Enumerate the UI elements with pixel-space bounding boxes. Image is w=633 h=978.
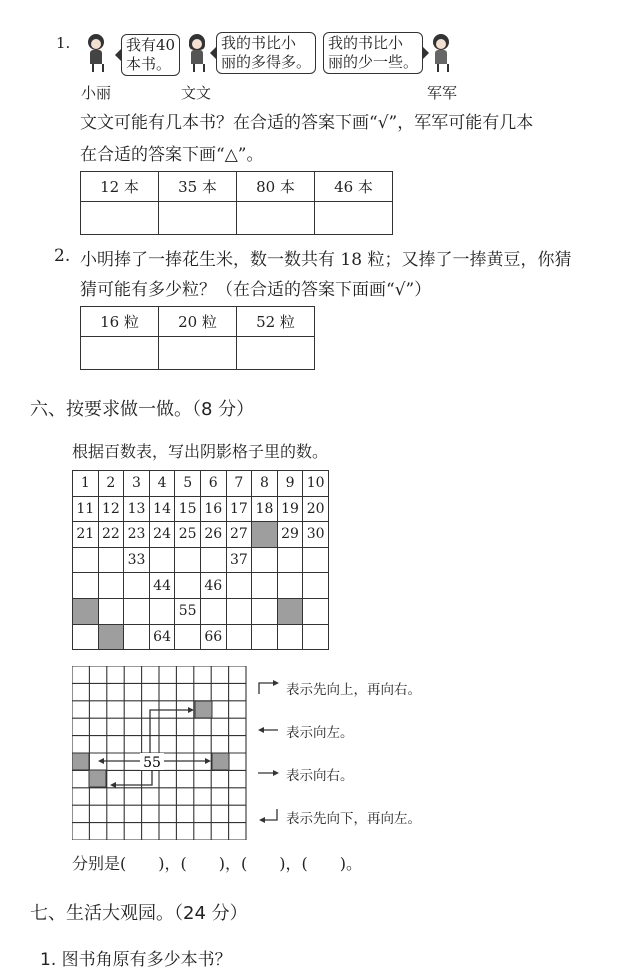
grid-cell: 2 <box>98 471 124 497</box>
grid-cell <box>252 624 278 650</box>
wenwen-figure <box>186 34 208 72</box>
junjun-figure <box>430 34 452 72</box>
q2-answer-cell[interactable] <box>81 337 159 370</box>
section7-q1: 1. 图书角原有多少本书？ <box>40 950 232 970</box>
q1-option: 46 本 <box>315 172 393 202</box>
shaded-cell <box>252 522 278 548</box>
grid-cell: 26 <box>200 522 226 548</box>
grid-cell: 3 <box>124 471 150 497</box>
q2-option: 16 粒 <box>81 307 159 337</box>
grid-cell: 4 <box>149 471 175 497</box>
shaded-cell <box>98 624 124 650</box>
grid-cell: 44 <box>149 573 175 599</box>
grid-cell <box>226 598 252 624</box>
grid-cell <box>303 598 329 624</box>
grid-cell: 16 <box>200 496 226 522</box>
grid-cell <box>277 573 303 599</box>
grid-cell: 29 <box>277 522 303 548</box>
grid-cell <box>124 598 150 624</box>
arrow-up-right <box>150 710 192 753</box>
q1-option: 12 本 <box>81 172 159 202</box>
grid-cell: 13 <box>124 496 150 522</box>
section7-title: 七、生活大观园。（24 分） <box>30 903 248 924</box>
q1-option: 35 本 <box>159 172 237 202</box>
arrow-up-right-icon <box>256 678 282 696</box>
grid-cell <box>73 573 99 599</box>
grid-cell <box>277 624 303 650</box>
wenwen-name: 文文 <box>181 84 212 102</box>
movement-grid <box>72 666 248 840</box>
q1-answer-cell[interactable] <box>81 202 159 235</box>
shaded-cell <box>212 753 229 770</box>
grid-cell: 6 <box>200 471 226 497</box>
shaded-cell <box>277 598 303 624</box>
grid-cell: 10 <box>303 471 329 497</box>
grid-cell <box>303 547 329 573</box>
grid-cell: 37 <box>226 547 252 573</box>
grid-cell: 5 <box>175 471 201 497</box>
shaded-cell <box>73 598 99 624</box>
grid-cell: 9 <box>277 471 303 497</box>
grid-cell <box>252 547 278 573</box>
grid-cell: 21 <box>73 522 99 548</box>
grid-cell: 33 <box>124 547 150 573</box>
hundred-chart <box>72 470 329 650</box>
grid-cell: 55 <box>175 598 201 624</box>
q1-option: 80 本 <box>237 172 315 202</box>
grid-cell: 14 <box>149 496 175 522</box>
shaded-cell <box>89 770 106 787</box>
q2-line1: 小明捧了一捧花生米，数一数共有 18 粒；又捧了一捧黄豆，你猜 <box>80 250 572 270</box>
grid-cell <box>175 547 201 573</box>
q2-line2: 猜可能有多少粒？（在合适的答案下面画“√”） <box>80 280 432 300</box>
grid-cell: 30 <box>303 522 329 548</box>
grid-cell: 12 <box>98 496 124 522</box>
center-number: 55 <box>143 755 161 771</box>
q1-answer-cell[interactable] <box>315 202 393 235</box>
grid-cell <box>149 598 175 624</box>
lili-speech: 我有40 本书。 <box>121 34 180 76</box>
answer-line: 分别是( )，( )，( )，( )。 <box>72 854 362 873</box>
grid-cell: 27 <box>226 522 252 548</box>
q2-answer-cell[interactable] <box>159 337 237 370</box>
section6-title: 六、按要求做一做。（8 分） <box>30 399 255 420</box>
grid-cell: 15 <box>175 496 201 522</box>
wenwen-speech: 我的书比小 丽的多得多。 <box>216 32 316 74</box>
grid-cell <box>124 624 150 650</box>
q2-answer-cell[interactable] <box>237 337 315 370</box>
q1-answer-cell[interactable] <box>159 202 237 235</box>
q1-line1: 文文可能有几本书？在合适的答案下画“√”，军军可能有几本 <box>80 113 534 133</box>
grid-cell <box>277 547 303 573</box>
lili-figure <box>85 34 107 72</box>
shaded-cell <box>72 753 89 770</box>
arrow-left-icon <box>256 721 282 739</box>
grid-cell: 7 <box>226 471 252 497</box>
grid-cell: 8 <box>252 471 278 497</box>
grid-cell: 1 <box>73 471 99 497</box>
grid-cell <box>73 547 99 573</box>
shaded-cell <box>195 701 212 718</box>
grid-cell: 66 <box>200 624 226 650</box>
grid-cell <box>124 573 150 599</box>
grid-cell <box>98 547 124 573</box>
lili-name: 小丽 <box>81 84 112 102</box>
grid-cell: 24 <box>149 522 175 548</box>
q1-line2: 在合适的答案下画“△”。 <box>80 145 264 165</box>
grid-cell: 11 <box>73 496 99 522</box>
grid-cell <box>149 547 175 573</box>
grid-cell <box>303 573 329 599</box>
section6-instruction: 根据百数表，写出阴影格子里的数。 <box>72 442 329 461</box>
grid-cell <box>98 573 124 599</box>
q1-number: 1. <box>56 34 71 52</box>
grid-cell <box>226 624 252 650</box>
arrow-down-left-icon <box>256 807 282 825</box>
grid-cell: 25 <box>175 522 201 548</box>
grid-cell: 22 <box>98 522 124 548</box>
q2-option: 52 粒 <box>237 307 315 337</box>
grid-cell <box>98 598 124 624</box>
grid-cell <box>200 598 226 624</box>
grid-cell <box>252 598 278 624</box>
grid-cell: 20 <box>303 496 329 522</box>
arrow-right-icon <box>256 764 282 782</box>
grid-cell: 19 <box>277 496 303 522</box>
grid-cell <box>303 624 329 650</box>
grid-cell: 23 <box>124 522 150 548</box>
grid-cell <box>175 573 201 599</box>
grid-cell <box>73 624 99 650</box>
q2-number: 2. <box>54 246 71 266</box>
q2-option: 20 粒 <box>159 307 237 337</box>
arrow-down-left <box>112 770 152 785</box>
grid-cell: 18 <box>252 496 278 522</box>
q2-answer-table <box>80 306 315 370</box>
grid-cell: 64 <box>149 624 175 650</box>
grid-cell <box>175 624 201 650</box>
q1-answer-table <box>80 171 393 235</box>
q1-answer-cell[interactable] <box>237 202 315 235</box>
grid-cell: 17 <box>226 496 252 522</box>
grid-cell: 46 <box>200 573 226 599</box>
grid-cell <box>252 573 278 599</box>
junjun-speech: 我的书比小 丽的少一些。 <box>323 32 423 74</box>
grid-cell <box>226 573 252 599</box>
junjun-name: 军军 <box>427 84 458 102</box>
grid-cell <box>200 547 226 573</box>
